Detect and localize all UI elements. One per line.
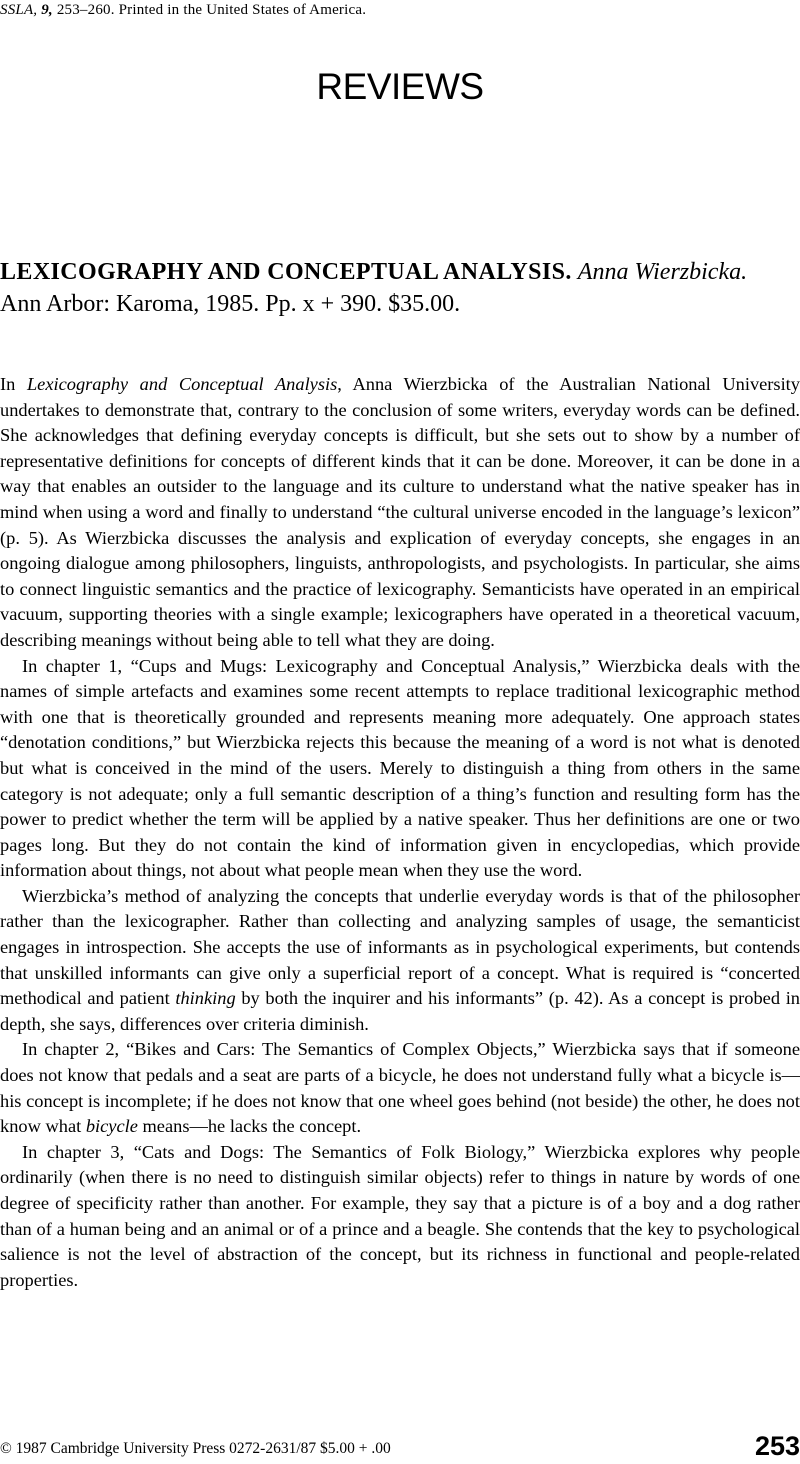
review-heading — [0, 256, 800, 320]
paragraph-3 — [0, 884, 800, 1038]
p1-lead: In — [0, 374, 27, 394]
p3-italic: thinking — [175, 988, 236, 1009]
publication-info: Ann Arbor: Karoma, 1985. Pp. x + 390. $35.00. — [0, 291, 461, 317]
book-author: Anna Wierzbicka. — [577, 259, 748, 285]
journal-volume: 9, — [41, 2, 53, 18]
running-header — [0, 2, 366, 19]
p3-after: by both the inquirer and his informants” (p. 42). As a concept is probed in depth, she says, differences over criteria diminish. — [0, 988, 800, 1034]
section-title: REVIEWS — [316, 66, 484, 107]
review-body — [0, 372, 800, 1293]
page-footer — [0, 1430, 800, 1464]
paragraph-5: In chapter 3, “Cats and Dogs: The Semantics of Folk Biology,” Wierzbicka explores why people ordinarily (when there is no need to distinguish similar objects) refer to things in nature by words of one degree of specificity rather than another. For example, they say that a picture is of a boy and a dog rather than of a human being and an animal or of a prince and a beagle. She contends that the key to psychological salience is not the level of abstraction of the concept, but its richness in functional and people-related properties. — [0, 1141, 800, 1290]
copyright-line: © 1987 Cambridge University Press 0272-2631/87 $5.00 + .00 — [0, 1440, 391, 1457]
header-pages-printed: 253–260. Printed in the United States of America. — [52, 2, 367, 18]
paragraph-2: In chapter 1, “Cups and Mugs: Lexicography and Conceptual Analysis,” Wierzbicka deals with the names of simple artefacts and examines some recent attempts to replace traditional lexicographic method with one that is theoretically grounded and represents meaning more adequately. One approach states “denotation conditions,” but Wierzbicka rejects this because the meaning of a word is not what is denoted but what is conceived in the mind of the users. Merely to distinguish a thing from others in the same category is not adequate; only a full semantic description of a thing’s function and resulting form has the power to predict whether the term will be applied by a native speaker. Thus her definitions are one or two pages long. But they do not contain the kind of information given in encyclopedias, which provide information about things, not about what people mean when they use the word. — [0, 655, 800, 881]
paragraph-1 — [0, 372, 800, 654]
p4-before: In chapter 2, “Bikes and Cars: The Semantics of Complex Objects,” Wierzbicka says that if someone does not know that pedals and a seat are parts of a bicycle, he does not understand fully what a bicycle is—his concept is incomplete; if he does not know that one wheel goes behind (not beside) the other, he does not know what — [0, 1039, 800, 1137]
paragraph-4 — [0, 1037, 800, 1139]
p1-text: , Anna Wierzbicka of the Australian National University undertakes to demonstrate that, contrary to the conclusion of some writers, everyday words can be defined. She acknowledges that defining everyday concepts is difficult, but she sets out to show by a number of representative definitions for concepts of different kinds that it can be done. Moreover, it can be done in a way that enables an outsider to the language and its culture to understand what the native speaker has in mind when using a word and finally to understand “the cultural universe encoded in the language’s lexicon” (p. 5). As Wierzbicka discusses the analysis and explication of everyday concepts, she engages in an ongoing dialogue among philosophers, linguists, anthropologists, and psychologists. In particular, she aims to connect linguistic semantics and the practice of lexicography. Semanticists have operated in an empirical vacuum, supporting theories with a single example; lexicographers have operated in a theoretical vacuum, describing meanings without being able to tell what they are doing. — [0, 374, 800, 650]
journal-abbrev: SSLA, — [0, 2, 38, 18]
p4-after: means—he lacks the concept. — [137, 1116, 362, 1137]
page-number: 253 — [754, 1431, 800, 1461]
p3-before: Wierzbicka’s method of analyzing the concepts that underlie everyday words is that of the philosopher rather than the lexicographer. Rather than collecting and analyzing samples of usage, the semanticist engages in introspection. She accepts the use of informants as in psychological experiments, but contends that unskilled informants can give only a superficial report of a concept. What is required is “concerted methodical and patient — [0, 885, 800, 1009]
p1-book-title: Lexicography and Conceptual Analysis — [26, 374, 338, 394]
book-title: LEXICOGRAPHY AND CONCEPTUAL ANALYSIS. — [0, 259, 572, 285]
p4-italic: bicycle — [85, 1116, 138, 1137]
